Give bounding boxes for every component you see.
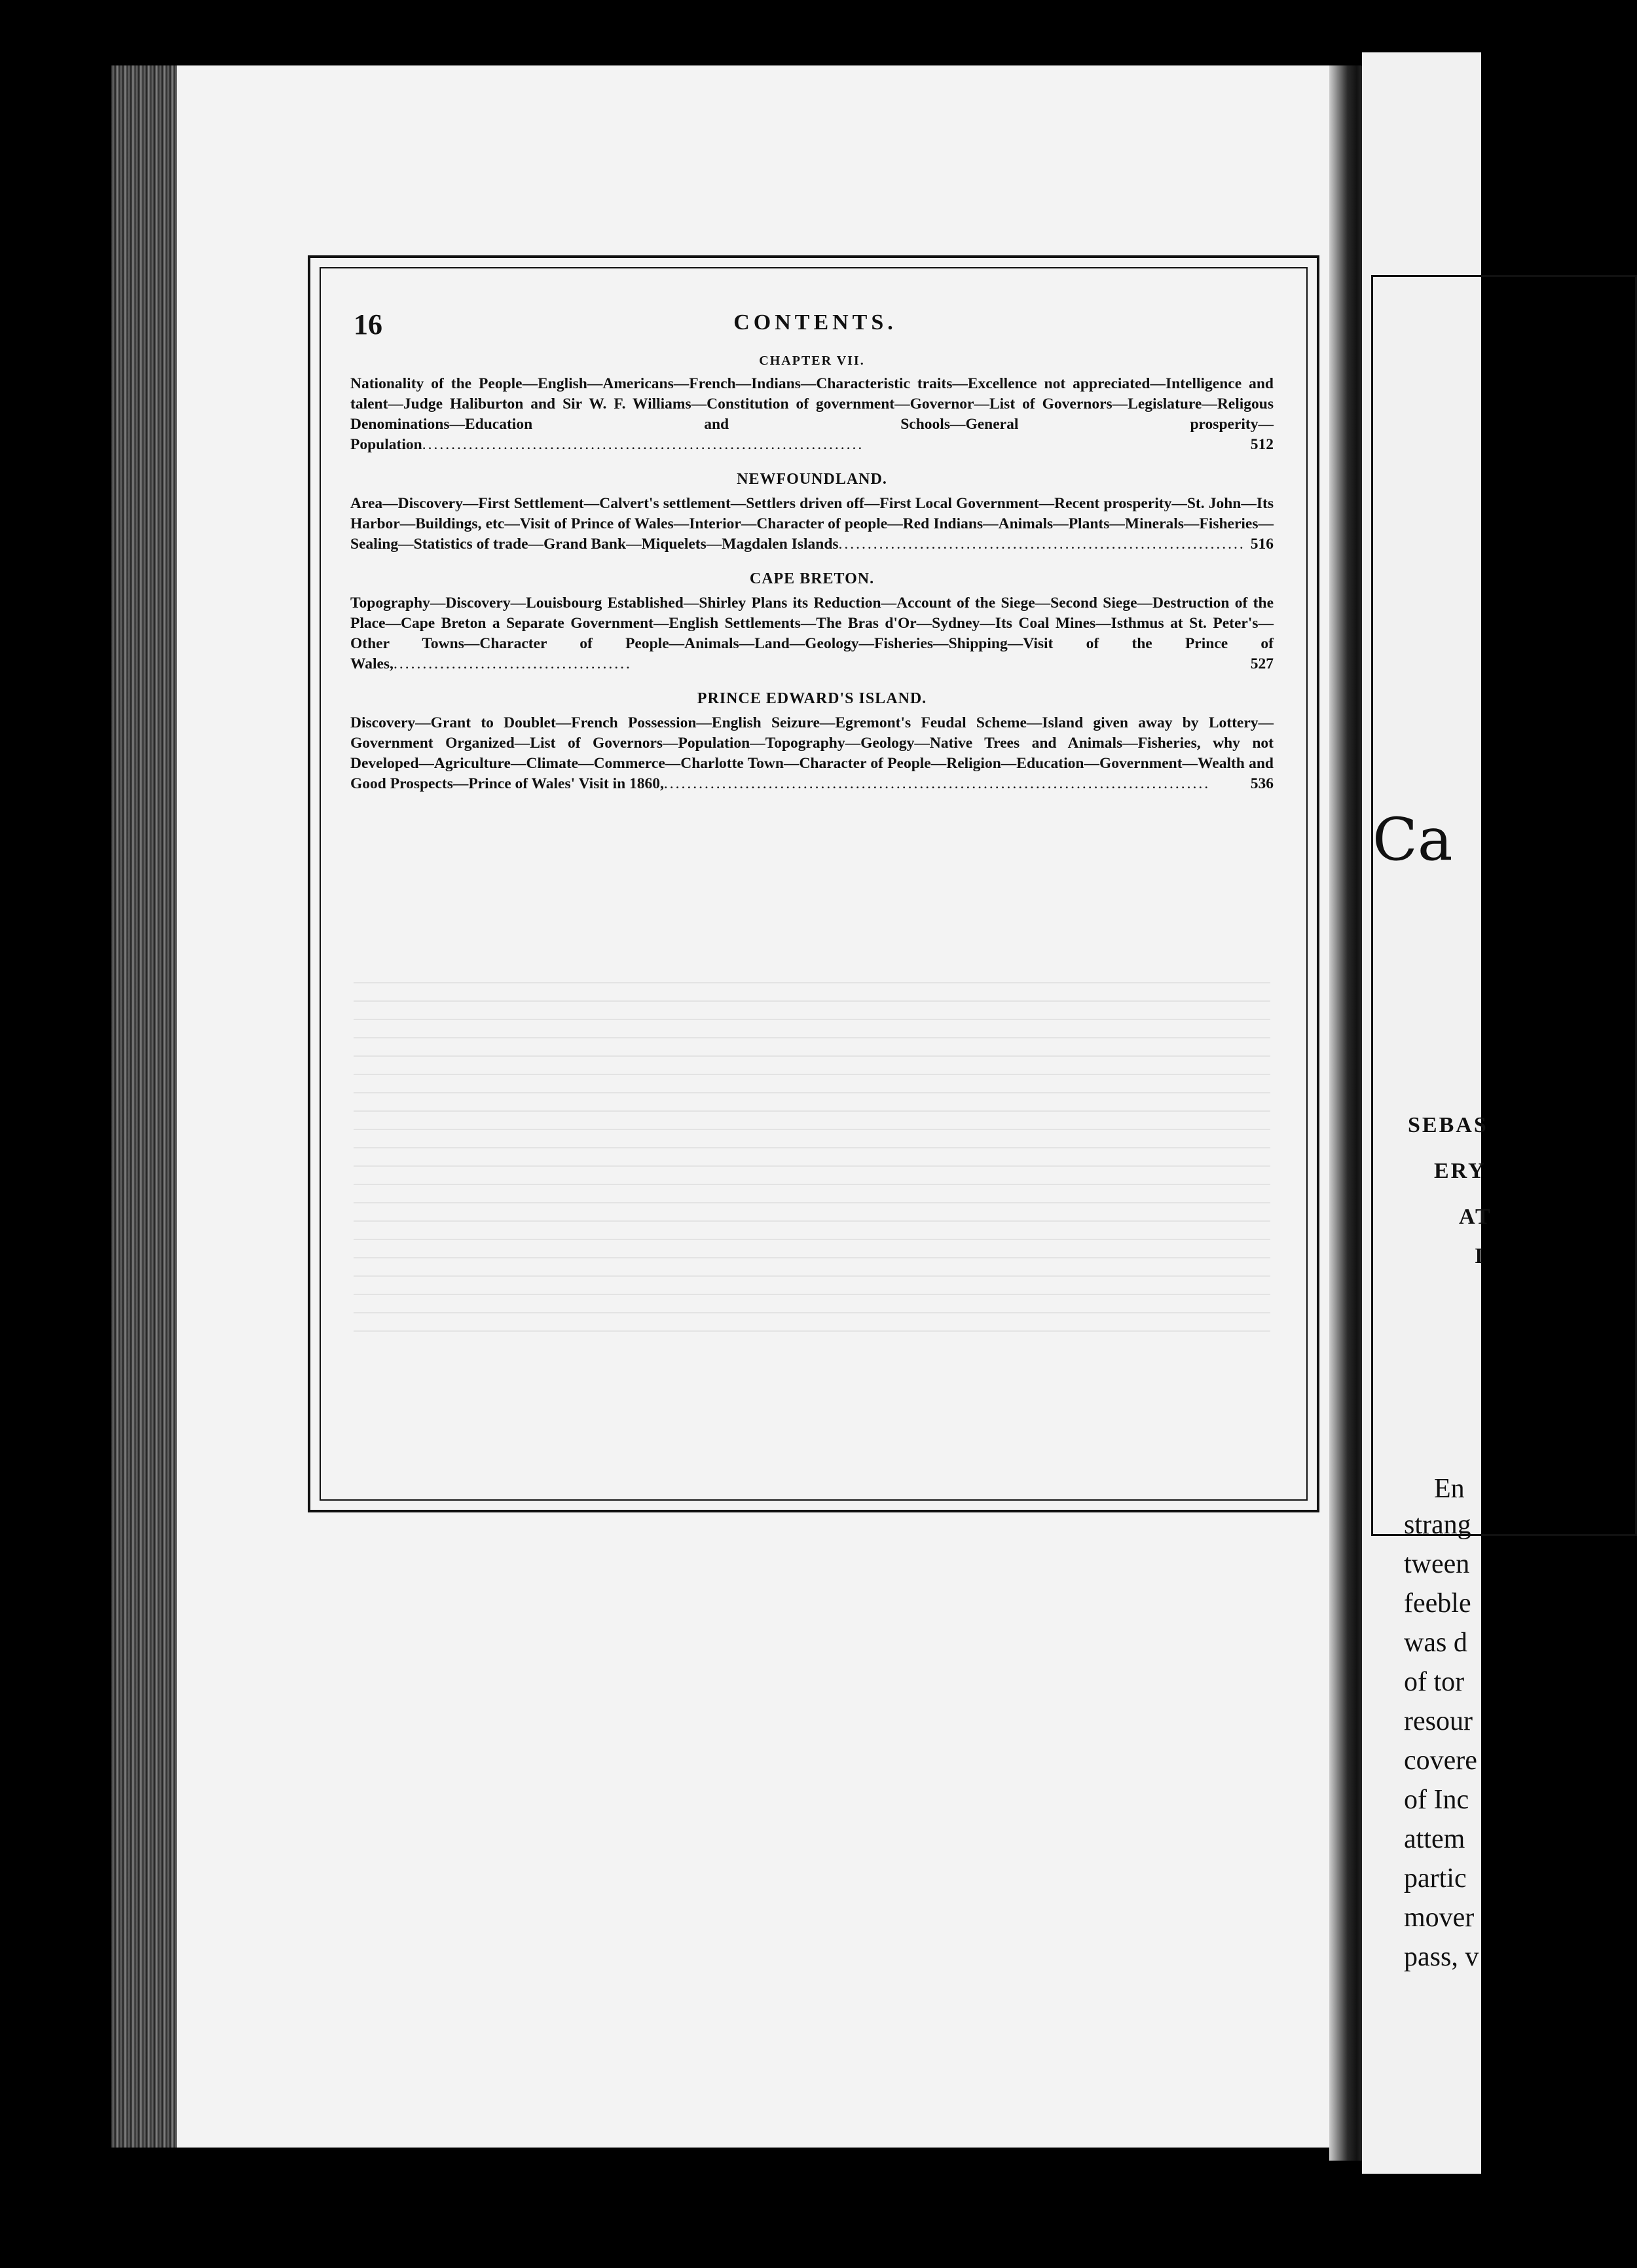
toc-entry <box>350 374 1274 455</box>
dot-leader: .............................................................................................. <box>663 775 1211 792</box>
table-of-contents <box>350 354 1274 810</box>
entry-text: Discovery—Grant to Doublet—French Possession—English Seizure—Egremont's Feudal Scheme—Island given away by Lottery—Government Organized—List of Governors—Population—Topography—Geology—Native Trees and Animals—Fisheries, why not Developed—Agriculture—Climate—Commerce—Charlotte Town—Character of People—Religion—Education—Government—Wealth and Good Prospects—Prince of Wales' Visit in 1860, <box>350 714 1274 792</box>
section-heading: CHAPTER VII. <box>759 354 865 368</box>
toc-entry <box>350 494 1274 555</box>
right-fragment: resour <box>1404 1706 1473 1736</box>
page-number: 16 <box>354 308 382 340</box>
toc-section-chapter-vii <box>350 354 1274 455</box>
right-page <box>1362 52 1492 2174</box>
entry-text: Topography—Discovery—Louisbourg Established—Shirley Plans its Reduction—Account of the Siege—Second Siege—Destruction of the Place—Cape Breton a Separate Government—English Settlements—The Bras d'Or—Sydney—Its Coal Mines—Isthmus at St. Peter's—Other Towns—Character of People—Animals—Land—Geology—Fisheries—Shipping—Visit of the Prince of Wales, <box>350 594 1274 672</box>
section-heading: CAPE BRETON. <box>749 570 875 587</box>
book-page-edges <box>111 65 183 2148</box>
right-fragment: ERY <box>1434 1159 1486 1183</box>
right-fragment: attem <box>1404 1824 1465 1854</box>
entry-page-number: 527 <box>1250 655 1274 672</box>
right-fragment: of Inc <box>1404 1785 1469 1815</box>
section-heading: NEWFOUNDLAND. <box>737 471 887 488</box>
right-fragment: AT <box>1459 1205 1492 1229</box>
right-fragment: covere <box>1404 1746 1477 1776</box>
toc-section-cape-breton <box>350 570 1274 674</box>
right-fragment: I <box>1475 1244 1484 1268</box>
entry-page-number: 512 <box>1250 436 1274 453</box>
right-fragment: SEBAS <box>1408 1113 1488 1137</box>
right-fragment: mover <box>1404 1903 1475 1933</box>
right-fragment: tween <box>1404 1549 1470 1579</box>
right-fragment: strang <box>1404 1510 1471 1540</box>
dot-leader: ............................................................................ <box>422 436 864 453</box>
right-fragment: Ca <box>1372 805 1453 874</box>
toc-entry <box>350 713 1274 794</box>
right-fragment: of tor <box>1404 1667 1465 1697</box>
right-fragment: pass, v <box>1404 1942 1479 1972</box>
toc-section-prince-edwards-island <box>350 690 1274 794</box>
right-fragment: En <box>1434 1474 1465 1504</box>
entry-page-number: 536 <box>1250 775 1274 792</box>
entry-page-number: 516 <box>1250 536 1274 553</box>
dot-leader: ......................................... <box>393 655 632 672</box>
entry-text: Nationality of the People—English—Americans—French—Indians—Characteristic traits—Excellence not appreciated—Intelligence and talent—Judge Haliburton and Sir W. F. Williams—Constitution of government—Governor—List of Governors—Legislature—Religous Denominations—Education and Schools—General prosperity—Population <box>350 375 1274 453</box>
right-page-border <box>1371 275 1637 1536</box>
bleed-through-text <box>354 982 1270 1440</box>
toc-entry <box>350 593 1274 674</box>
entry-text: Area—Discovery—First Settlement—Calvert's settlement—Settlers driven off—First Local Government—Recent prosperity—St. John—Its Harbor—Buildings, etc—Visit of Prince of Wales—Interior—Character of people—Red Indians—Animals—Plants—Minerals—Fisheries—Sealing—Statistics of trade—Grand Bank—Miquelets—Magdalen Islands <box>350 495 1274 553</box>
page-title: CONTENTS. <box>733 310 897 335</box>
page-header <box>354 308 1277 347</box>
section-heading: PRINCE EDWARD'S ISLAND. <box>697 690 927 707</box>
right-fragment: was d <box>1404 1628 1467 1658</box>
toc-section-newfoundland <box>350 471 1274 555</box>
dot-leader: ...................................................................... <box>838 536 1245 553</box>
right-fragment: partic <box>1404 1863 1467 1893</box>
right-fragment: feeble <box>1404 1588 1471 1619</box>
